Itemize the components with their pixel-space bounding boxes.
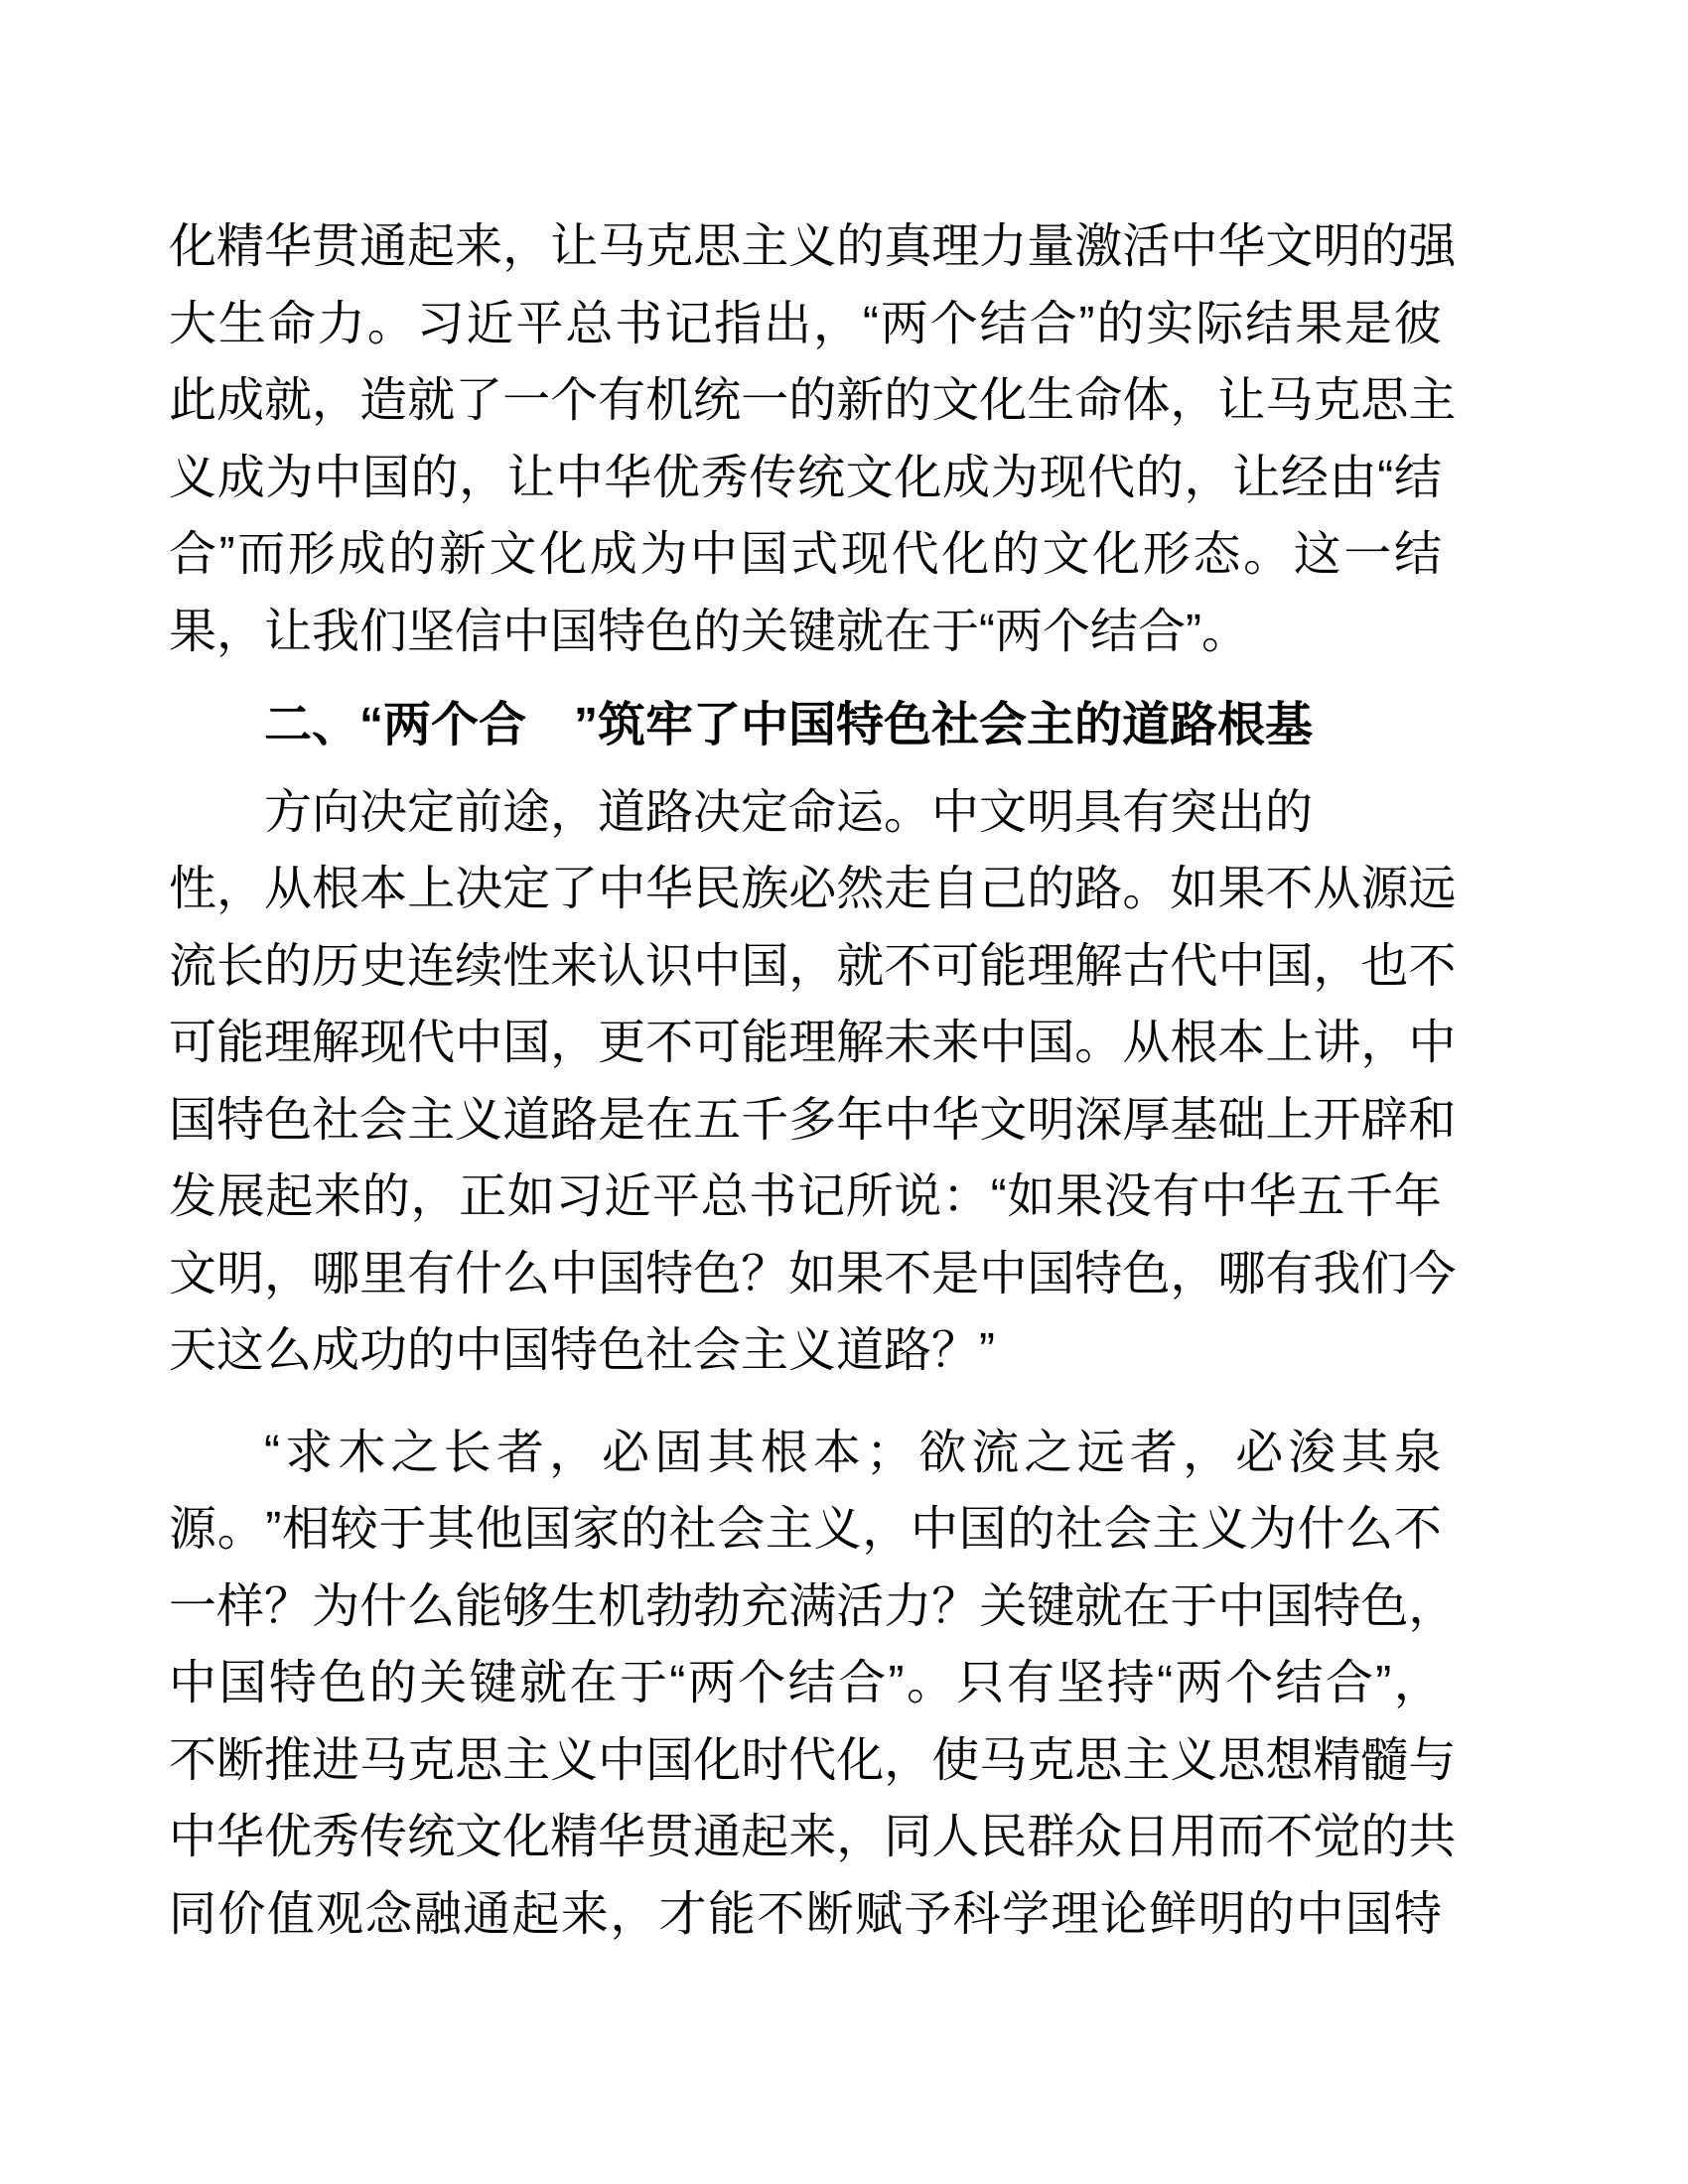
document-body [169, 208, 1457, 1953]
text-line: 不 断 推 进 马 克 思 主 义 中 国 化 时 代 化 ， 使 马 克 思 主 义 思 想 精 髓 与 [169, 1733, 1457, 1787]
text-line: 发 展 起 来 的 ， 正 如 习 近 平 总 书 记 所 说 ： “ 如 果 没 有 中 华 五 千 年 [169, 1170, 1442, 1223]
section-heading [169, 687, 1442, 764]
paragraph [169, 1415, 1457, 1954]
text-line: 中 华 优 秀 传 统 文 化 精 华 贯 通 起 来 ， 同 人 民 群 众 日 用 而 不 觉 的 共 [169, 1811, 1457, 1863]
text-line: 源 。 ” 相 较 于 其 他 国 家 的 社 会 主 义 ， 中 国 的 社 会 主 义 为 什 么 不 [169, 1503, 1442, 1556]
text-line: 果，让我们坚信中国特色的关键就在于“两个结合”。 [169, 605, 1249, 658]
text-line: 大 生 命 力 。 习 近 平 总 书 记 指 出 ， “ 两 个 结 合 ” 的 实 际 结 果 是 彼 [169, 297, 1442, 350]
text-line: 合 ” 而 形 成 的 新 文 化 成 为 中 国 式 现 代 化 的 文 化 形 态 。 这 一 结 [169, 528, 1442, 581]
text-line: 化 精 华 贯 通 起 来 ， 让 马 克 思 主 义 的 真 理 力 量 激 活 中 华 文 明 的 强 [169, 220, 1457, 273]
text-line: 天这么成功的中国特色社会主义道路？” [169, 1324, 995, 1377]
text-line: 性 ， 从 根 本 上 决 定 了 中 华 民 族 必 然 走 自 己 的 路 。 如 果 不 从 源 远 [169, 863, 1457, 915]
text-line: 此 成 就 ， 造 就 了 一 个 有 机 统 一 的 新 的 文 化 生 命 体 ， 让 马 克 思 主 [169, 374, 1457, 427]
text-line: “ 求 木 之 长 者 ， 必 固 其 根 本 ； 欲 流 之 远 者 ， 必 浚 其 泉 [264, 1426, 1442, 1479]
text-line: 一 样 ？ 为 什 么 能 够 生 机 勃 勃 充 满 活 力 ？ 关 键 就 在 于 中 国 特 色 ， [169, 1579, 1457, 1633]
paragraph [169, 208, 1457, 670]
text-line: 同 价 值 观 念 融 通 起 来 ， 才 能 不 断 赋 予 科 学 理 论 鲜 明 的 中 国 特 [169, 1887, 1442, 1941]
text-line: 流 长 的 历 史 连 续 性 来 认 识 中 国 ， 就 不 可 能 理 解 古 代 中 国 ， 也 不 [169, 939, 1457, 993]
paragraph [169, 774, 1457, 1390]
text-line: 方向决定前途，道路决定命运。中文明具有突出的 [264, 785, 1314, 839]
text-line: 文 明 ， 哪 里 有 什 么 中 国 特 色 ？ 如 果 不 是 中 国 特 色 ， 哪 有 我 们 今 [169, 1247, 1457, 1300]
heading-line: 二、“两个合 ”筑牢了中国特色社会主的道路根基 [264, 699, 1314, 751]
text-line: 义 成 为 中 国 的 ， 让 中 华 优 秀 传 统 文 化 成 为 现 代 的 ， 让 经 由 “ 结 [169, 451, 1442, 504]
text-line: 国 特 色 社 会 主 义 道 路 是 在 五 千 多 年 中 华 文 明 深 厚 基 础 上 开 辟 和 [169, 1093, 1457, 1147]
text-line: 可 能 理 解 现 代 中 国 ， 更 不 可 能 理 解 未 来 中 国 。 从 根 本 上 讲 ， 中 [169, 1017, 1457, 1069]
text-line: 中 国 特 色 的 关 键 就 在 于 “ 两 个 结 合 ” 。 只 有 坚 持 “ 两 个 结 合 ” ， [169, 1657, 1442, 1709]
